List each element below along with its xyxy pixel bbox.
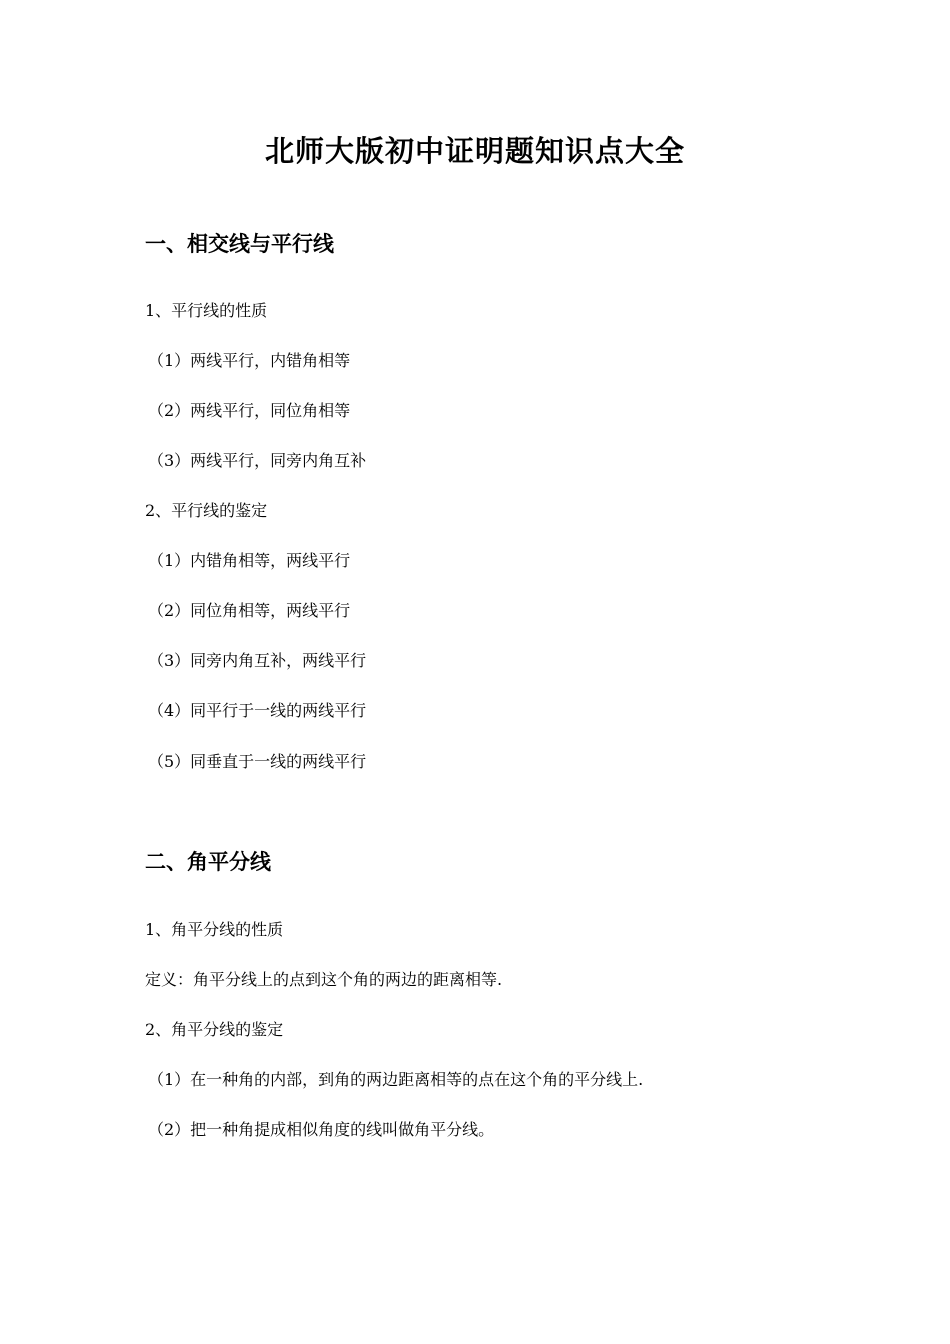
list-item: （1）两线平行，内错角相等 bbox=[148, 351, 351, 370]
list-item: （3）两线平行，同旁内角互补 bbox=[148, 451, 367, 470]
list-item: （4）同平行于一线的两线平行 bbox=[148, 701, 367, 720]
subheading-bisector-properties: 1、角平分线的性质 bbox=[145, 920, 284, 939]
definition-text: 定义：角平分线上的点到这个角的两边的距离相等. bbox=[145, 970, 503, 989]
section-heading-parallel-lines: 一、相交线与平行线 bbox=[145, 232, 334, 256]
list-item: （3）同旁内角互补，两线平行 bbox=[148, 651, 367, 670]
list-item: （2）两线平行，同位角相等 bbox=[148, 401, 351, 420]
subheading-parallel-properties: 1、平行线的性质 bbox=[145, 301, 268, 320]
subheading-bisector-criteria: 2、角平分线的鉴定 bbox=[145, 1020, 284, 1039]
section-heading-angle-bisector: 二、角平分线 bbox=[145, 850, 271, 874]
subheading-parallel-criteria: 2、平行线的鉴定 bbox=[145, 501, 268, 520]
list-item: （1）内错角相等，两线平行 bbox=[148, 551, 351, 570]
list-item: （2）把一种角提成相似角度的线叫做角平分线。 bbox=[148, 1120, 495, 1139]
list-item: （2）同位角相等，两线平行 bbox=[148, 601, 351, 620]
list-item: （1）在一种角的内部，到角的两边距离相等的点在这个角的平分线上. bbox=[148, 1070, 644, 1089]
document-title: 北师大版初中证明题知识点大全 bbox=[264, 134, 685, 168]
list-item: （5）同垂直于一线的两线平行 bbox=[148, 752, 367, 771]
